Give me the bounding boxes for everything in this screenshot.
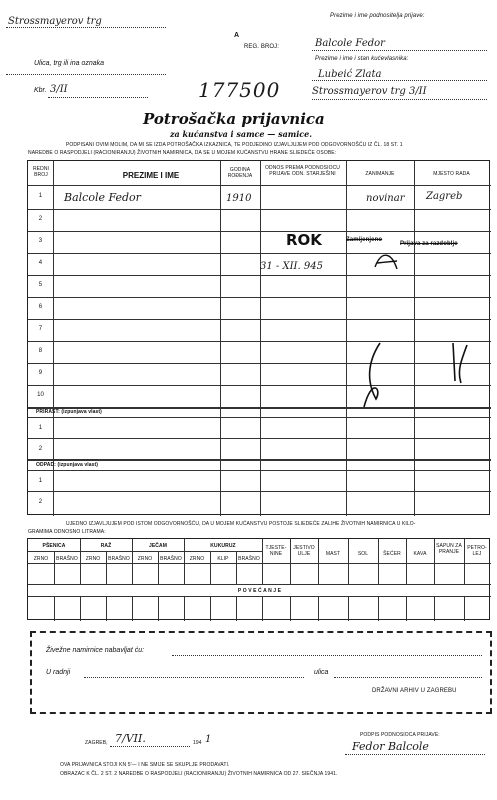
zagreb-label: ZAGREB, <box>85 740 108 746</box>
sub-header: ZRNO <box>137 556 153 562</box>
sup-col <box>80 539 81 584</box>
sup-col <box>210 551 211 584</box>
supplies-header-line <box>28 563 491 564</box>
supplies-table <box>27 538 490 620</box>
header-zanimanje: ZANIMANJE <box>365 171 395 177</box>
row-line-h <box>28 185 491 186</box>
povecanje-label: P O V E Ć A N J E <box>237 588 282 594</box>
prirast-row: 2 <box>38 446 43 452</box>
sup-col <box>54 551 55 584</box>
povecanje-line <box>28 596 491 597</box>
podnositelj-label: Prezime i ime podnositelja prijave: <box>330 13 425 19</box>
pen-mark-1 <box>358 341 388 411</box>
footer-line-2: OBRAZAC K ČL. 2 ST. 2 NAREDBE O RASPODJELI (RACIONIRANJU) ŽIVOTNIH NAMIRNICA OD 27. SIEČNJA 1941. <box>60 771 338 777</box>
hand-address: Strossmayerov trg 3/II <box>312 86 427 97</box>
pen-mark-2 <box>443 341 473 387</box>
signature-hand: Fedor Balcole <box>352 740 429 753</box>
intro-line-1: PODPISANI OVIM MOLIM, DA MI SE IZDA POTROŠAČKA IZKAZNICA, TE PODJEDINO IZJAVLJUJEM POD ODGOVORNOŠĆU IZ ČL. 18 ST. 1 <box>66 142 403 148</box>
row-number: 9 <box>38 370 43 376</box>
name-dotted-line <box>312 50 487 51</box>
row-line-8 <box>28 363 491 364</box>
row-number: 2 <box>38 216 43 222</box>
letter-a: A <box>234 32 240 39</box>
podpis-label: PODPIS PODNOSIOCA PRIJAVE: <box>360 732 440 738</box>
row-number: 1 <box>38 193 43 199</box>
sup-col <box>318 539 319 584</box>
odpad-line-mid <box>28 491 491 492</box>
header-sol: SOL <box>357 551 369 557</box>
sup-col-low <box>290 596 291 621</box>
sup-col-low <box>132 596 133 621</box>
hand-owner: Lubeić Zlata <box>318 69 382 80</box>
radnja-dotted-line <box>84 677 304 678</box>
row-number: 3 <box>38 238 43 244</box>
odpad-label: ODPAD: (izpunjava vlast) <box>36 462 99 468</box>
sup-col <box>348 539 349 584</box>
col-line-5 <box>414 161 415 516</box>
sup-col-low <box>184 596 185 621</box>
header-odnos: ODNOS PREMA PODNOSIOCU PRIJAVE ODN. STARJEŠINI <box>265 165 340 177</box>
purchase-box <box>30 631 492 714</box>
ulica-label-2: ulica <box>314 669 329 676</box>
row-number: 7 <box>38 326 43 332</box>
sub-header: ZRNO <box>33 556 49 562</box>
row-line-5 <box>28 297 491 298</box>
prirast-label: PRIRAST: (izpunjava vlast) <box>36 409 102 415</box>
pen-mark-3 <box>371 247 401 275</box>
header-kava: KAVA <box>413 551 427 557</box>
form-title: Potrošačka prijavnica <box>143 110 325 128</box>
group-kukuruz: KUKURUZ <box>210 543 236 549</box>
sub-header: ZRNO <box>189 556 205 562</box>
header-mjesto-rada: MJESTO RADA <box>433 171 470 177</box>
stamp-date: 31 - XII. 945 <box>260 261 323 272</box>
row-line-4 <box>28 275 491 276</box>
sup-col-low <box>318 596 319 621</box>
row-number: 10 <box>37 392 44 398</box>
purchase-label: Živežne namirnice nabavljat ću: <box>46 647 145 654</box>
registration-number: 177500 <box>198 78 281 102</box>
sup-col-low <box>54 596 55 621</box>
sup-col <box>262 539 263 584</box>
sup-col-low <box>236 596 237 621</box>
kbr-label: Kbr. <box>34 87 47 94</box>
sup-col-low <box>464 596 465 621</box>
sup-col-low <box>378 596 379 621</box>
sup-col-low <box>434 596 435 621</box>
year-hand: 1 <box>205 734 212 745</box>
sub-header: BRAŠNO <box>56 556 78 562</box>
hand-name-top: Balcole Fedor <box>315 38 385 49</box>
row-line-6 <box>28 319 491 320</box>
kbr-dotted-line <box>48 97 148 98</box>
row-line-3 <box>28 253 491 254</box>
row-number: 4 <box>38 260 43 266</box>
form-subtitle: za kućanstva i samce — samice. <box>170 129 313 139</box>
row-line-9 <box>28 385 491 386</box>
header-secer: ŠEĆER <box>383 551 401 557</box>
ulica-dotted-line-2 <box>334 677 482 678</box>
sup-col <box>378 539 379 584</box>
supplies-row-line <box>28 584 491 585</box>
sup-col <box>236 551 237 584</box>
supplies-declaration-1: UJEDNO IZJAVLJUJEM POD ISTOM ODGOVORNOŠĆU, DA U MOJEM KUĆANSTVU POSTOJE SLIEDEĆE ZALIHE ŽIVOTNIH NAMIRNICA U KILO- <box>66 521 416 527</box>
hand-kbr: 3/II <box>50 84 68 95</box>
sup-col-low <box>406 596 407 621</box>
sub-header: BRAŠNO <box>160 556 182 562</box>
sub-header: BRAŠNO <box>108 556 130 562</box>
sup-col-low <box>262 596 263 621</box>
group-jecam: JEČAM <box>148 543 167 549</box>
stamp-rok: ROK <box>286 231 322 249</box>
header-redni-broj: REDNI BROJ <box>32 166 50 178</box>
col-line-4 <box>346 161 347 516</box>
intro-line-2: NAREDBE O RASPODJELI (RACIONIRANJU) ŽIVOTNIH NAMIRNICA, DA SE U MOJEM KUĆANSTVU HRANE SLIEDEĆE OSOBE: <box>28 150 337 156</box>
sup-col <box>290 539 291 584</box>
u-radnji-label: U radnji <box>46 669 71 676</box>
col-line-3 <box>260 161 261 516</box>
prirast-row: 1 <box>38 425 43 431</box>
col-line-2 <box>220 161 221 516</box>
sup-col-low <box>106 596 107 621</box>
archive-stamp: DRŽAVNI ARHIV U ZAGREBU <box>372 688 457 694</box>
owner-dotted-line <box>312 80 487 81</box>
sup-col-low <box>80 596 81 621</box>
row-number: 8 <box>38 348 43 354</box>
sup-col <box>464 539 465 584</box>
header-mast: MAST <box>325 551 341 557</box>
sub-header: KLIP <box>217 556 229 562</box>
row1-job: novinar <box>366 193 405 204</box>
group-raz: RAŽ <box>100 543 112 549</box>
row-number: 5 <box>38 282 43 288</box>
prirast-line-mid <box>28 438 491 439</box>
sup-col-low <box>210 596 211 621</box>
prirast-line-bottom <box>28 459 491 461</box>
purchase-dotted-line <box>172 655 482 656</box>
date-dotted-line <box>110 746 190 747</box>
sup-col <box>406 539 407 584</box>
reg-broj-label: REG. BROJ: <box>244 44 280 50</box>
header-sapun: SAPUN ZA PRANJE <box>436 543 462 555</box>
row1-year: 1910 <box>226 193 252 204</box>
address-dotted-line <box>312 99 487 100</box>
sup-col <box>106 551 107 584</box>
sup-col-low <box>348 596 349 621</box>
prirast-line-top <box>28 417 491 418</box>
ulica-label: Ulica, trg ili ina oznaka <box>34 60 105 67</box>
header-prezime-ime: PREZIME I IME <box>122 171 180 180</box>
sup-col <box>434 539 435 584</box>
date-hand: 7/VII. <box>115 732 146 745</box>
sup-col <box>184 539 185 584</box>
row-number: 6 <box>38 304 43 310</box>
supplies-declaration-2: GRAMIMA ODNOSNO LITRAMA: <box>28 529 106 535</box>
row1-name: Balcole Fedor <box>64 191 141 204</box>
odpad-row: 1 <box>38 478 43 484</box>
odpad-row: 2 <box>38 499 43 505</box>
footer-line-1: OVA PRIJAVNICA STOJI KN 5'— I NE SMIJE SE SKUPLJE PRODAVATI. <box>60 762 230 768</box>
row1-place: Zagreb <box>426 191 463 202</box>
sub-header: BRAŠNO <box>238 556 260 562</box>
sup-col <box>158 551 159 584</box>
sup-col-low <box>158 596 159 621</box>
street-dotted-line <box>6 27 166 28</box>
kucevlasnik-label: Prezime i ime i stan kućevlasnika: <box>315 56 409 62</box>
group-underline <box>28 551 262 552</box>
header-tjestenine: TJESTE-NINE <box>265 545 287 557</box>
header-petrolej: PETRO-LEJ <box>467 545 487 557</box>
row-line-2 <box>28 231 491 232</box>
row-line-1 <box>28 209 491 210</box>
year-suffix: 194 <box>193 740 202 746</box>
stamp-text: Zamijenjeno <box>346 237 383 243</box>
row-line-7 <box>28 341 491 342</box>
sub-header: ZRNO <box>85 556 101 562</box>
header-ulje: JESTIVO ULJE <box>293 545 315 557</box>
sup-col <box>132 539 133 584</box>
header-godina-rodenja: GODINA ROĐENJA <box>227 167 253 179</box>
signature-dotted-line <box>345 754 485 755</box>
odpad-line-top <box>28 470 491 471</box>
hand-street-top: Strossmayerov trg <box>8 16 102 27</box>
group-psenica: PŠENICA <box>42 543 66 549</box>
persons-table <box>27 160 490 515</box>
stamp-text-2: Prijava za razdoblje <box>400 241 458 247</box>
ulica-dotted-line <box>6 74 166 75</box>
